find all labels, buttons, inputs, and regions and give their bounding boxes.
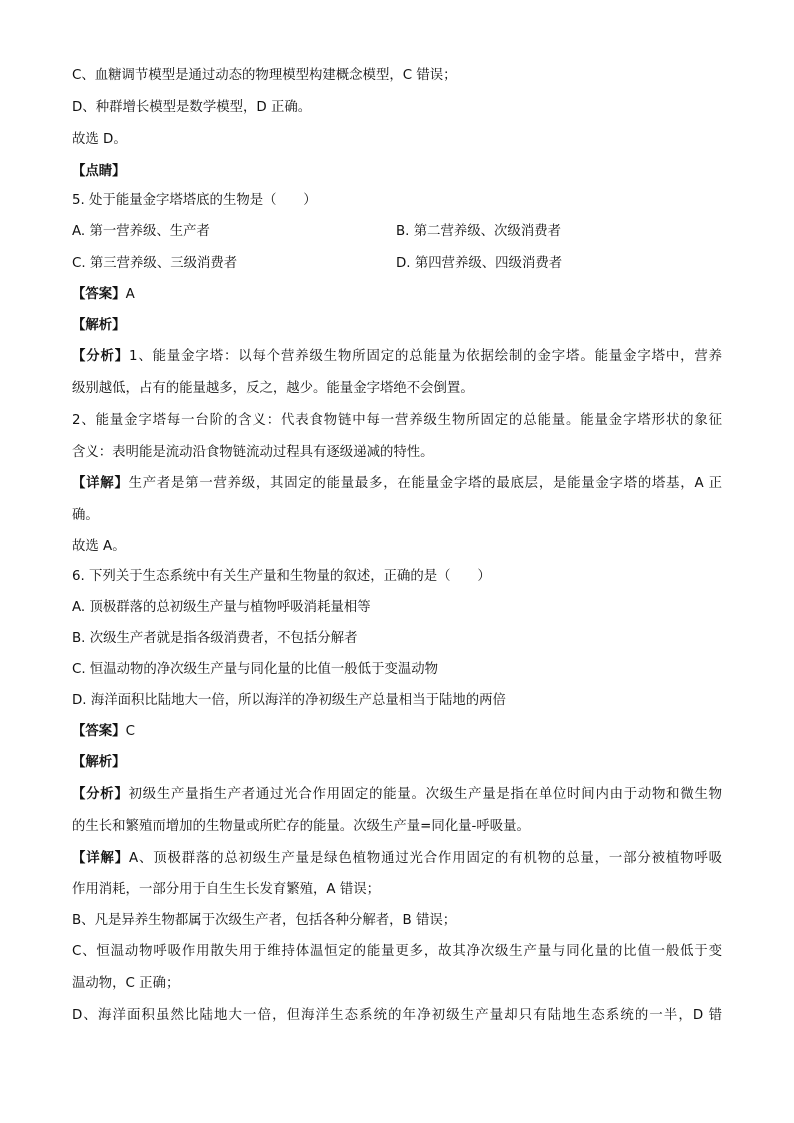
analysis-line xyxy=(72,347,722,367)
option-b: B. 第二营养级、次级消费者 xyxy=(396,224,561,239)
detail-text: 生产者是第一营养级，其固定的能量最多，在能量金字塔的最底层，是能量金字塔的塔基，A 正 xyxy=(128,476,723,491)
text-line: 作用消耗，一部分用于自生生长发育繁殖，A 错误； xyxy=(72,882,381,897)
detail-label: 【详解】 xyxy=(72,476,129,491)
option-c: C. 第三营养级、三级消费者 xyxy=(72,256,238,271)
text-line: 2、能量金字塔每一台阶的含义：代表食物链中每一营养级生物所固定的总能量。能量金字塔形状的象征 xyxy=(72,413,722,428)
option-d: D. 第四营养级、四级消费者 xyxy=(396,256,563,271)
option-a: A. 第一营养级、生产者 xyxy=(72,224,210,239)
detail-text: A、顶极群落的总初级生产量是绿色植物通过光合作用固定的有机物的总量，一部分被植物呼吸 xyxy=(128,851,722,866)
answer-value: A xyxy=(125,287,135,302)
text-line: 级别越低，占有的能量越多，反之，越少。能量金字塔绝不会倒置。 xyxy=(72,381,474,396)
question-5-options-row-1 xyxy=(72,222,722,242)
question-5-stem: 5. 处于能量金字塔塔底的生物是（ ） xyxy=(72,193,317,208)
option-a: A. 顶极群落的总初级生产量与植物呼吸消耗量相等 xyxy=(72,600,371,615)
answer-value: C xyxy=(125,724,135,739)
option-d: D. 海洋面积比陆地大一倍，所以海洋的净初级生产总量相当于陆地的两倍 xyxy=(72,693,506,708)
question-5-options-row-2 xyxy=(72,254,722,274)
text-line: D、海洋面积虽然比陆地大一倍，但海洋生态系统的年净初级生产量却只有陆地生态系统的一半，D 错 xyxy=(72,1008,722,1023)
answer-label: 【答案】 xyxy=(72,724,126,739)
analysis-text: 初级生产量指生产者通过光合作用固定的能量。次级生产量是指在单位时间内由于动物和微生物 xyxy=(128,787,723,802)
answer-line xyxy=(72,285,722,305)
text-line: C、血糖调节模型是通过动态的物理模型构建概念模型，C 错误； xyxy=(72,68,457,83)
option-b: B. 次级生产者就是指各级消费者，不包括分解者 xyxy=(72,631,358,646)
analysis-label: 【分析】 xyxy=(72,787,129,802)
answer-line xyxy=(72,722,722,742)
text-line: D、种群增长模型是数学模型，D 正确。 xyxy=(72,100,312,115)
text-line: 含义：表明能是流动沿食物链流动过程具有逐级递减的特性。 xyxy=(72,445,434,460)
text-line: 确。 xyxy=(72,508,99,523)
detail-line xyxy=(72,849,722,869)
text-line: 的生长和繁殖而增加的生物量或所贮存的能量。次级生产量=同化量-呼吸量。 xyxy=(72,819,530,834)
answer-label: 【答案】 xyxy=(72,287,126,302)
detail-line xyxy=(72,474,722,494)
section-label-jiexi: 【解析】 xyxy=(72,755,126,770)
section-label-jiexi: 【解析】 xyxy=(72,318,126,333)
question-6-stem: 6. 下列关于生态系统中有关生产量和生物量的叙述，正确的是（ ） xyxy=(72,569,491,584)
text-line: 故选 A。 xyxy=(72,539,126,554)
text-line: 温动物，C 正确； xyxy=(72,976,180,991)
text-line: C、恒温动物呼吸作用散失用于维持体温恒定的能量更多，故其净次级生产量与同化量的比值一般低于变 xyxy=(72,944,722,959)
analysis-label: 【分析】 xyxy=(72,349,130,364)
analysis-text: 1、能量金字塔：以每个营养级生物所固定的总能量为依据绘制的金字塔。能量金字塔中，营养 xyxy=(129,349,722,364)
option-c: C. 恒温动物的净次级生产量与同化量的比值一般低于变温动物 xyxy=(72,662,439,677)
analysis-line xyxy=(72,785,722,805)
section-label-dianjing: 【点睛】 xyxy=(72,164,126,179)
text-line: B、凡是异养生物都属于次级生产者，包括各种分解者，B 错误； xyxy=(72,913,457,928)
text-line: 故选 D。 xyxy=(72,132,127,147)
detail-label: 【详解】 xyxy=(72,851,129,866)
